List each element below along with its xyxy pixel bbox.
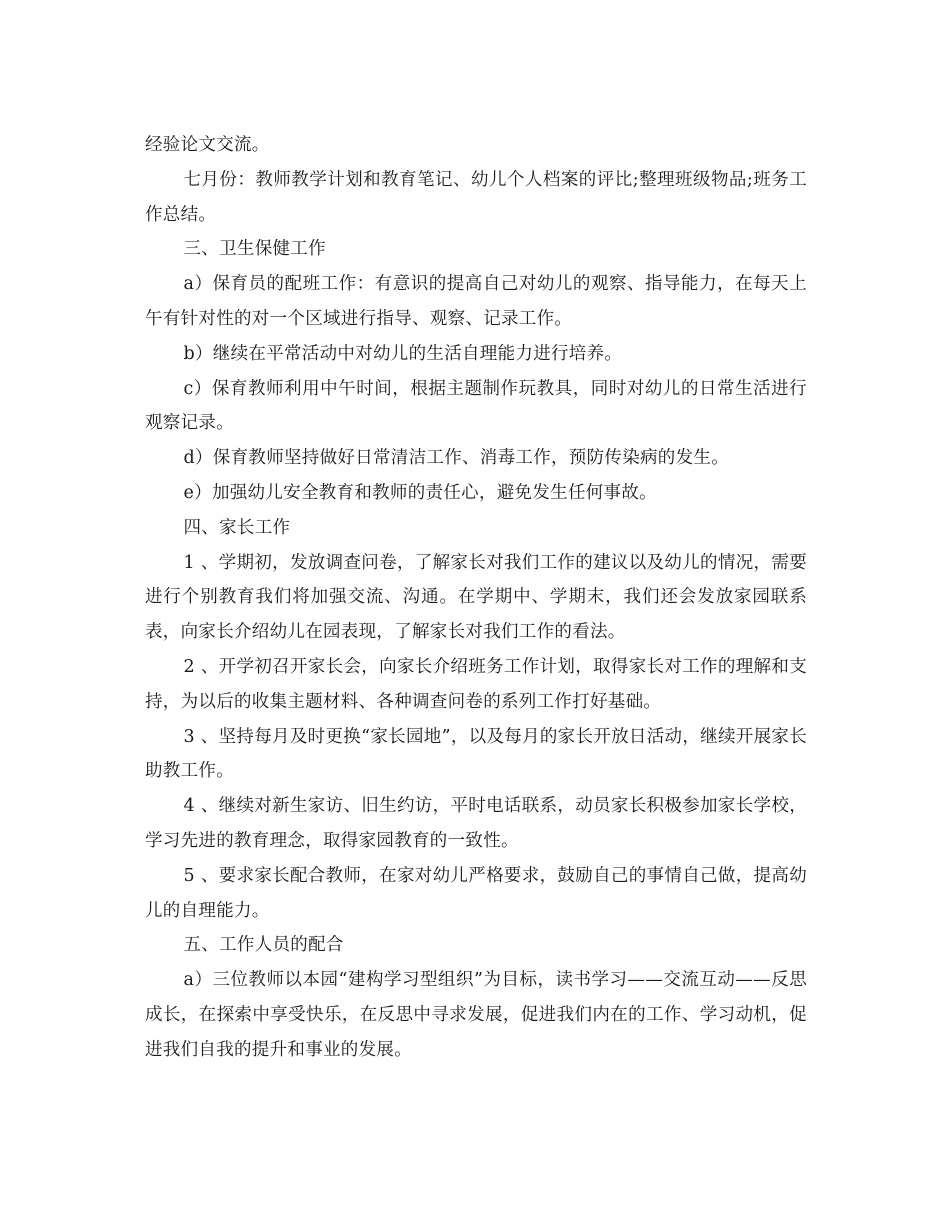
list-item-health-d: d）保育教师坚持做好日常清洁工作、消毒工作，预防传染病的发生。	[183, 448, 729, 469]
paragraph-july-plan: 七月份：教师教学计划和教育笔记、幼儿个人档案的评比;整理班级物品;班务工作总结。	[145, 169, 807, 225]
paragraph-continuation: 经验论文交流。	[145, 135, 270, 155]
section-heading-health-care: 三、卫生保健工作	[183, 239, 326, 260]
list-item-health-a: a）保育员的配班工作：有意识的提高自己对幼儿的观察、指导能力，在每天上午有针对性的对一个区域进行指导、观察、记录工作。	[145, 274, 807, 329]
list-item-parent-1: 1 、学期初，发放调查问卷，了解家长对我们工作的建议以及幼儿的情况，需要进行个别教育我们将加强交流、沟通。在学期中、学期末，我们还会发放家园联系表，向家长介绍幼儿在园表现，了解家长对我们工作的看法。	[145, 552, 807, 643]
section-heading-parent-work: 四、家长工作	[183, 517, 291, 538]
list-item-health-b: b）继续在平常活动中对幼儿的生活自理能力进行培养。	[183, 343, 623, 364]
list-item-staff-a: a）三位教师以本园“建构学习型组织”为目标，读书学习——交流互动——反思成长，在探索中享受快乐，在反思中寻求发展，促进我们内在的工作、学习动机，促进我们自我的提升和事业的发展。	[145, 970, 807, 1060]
list-item-parent-3: 3 、坚持每月及时更换“家长园地”，以及每月的家长开放日活动，继续开展家长助教工作。	[145, 726, 807, 782]
list-item-health-e: e）加强幼儿安全教育和教师的责任心，避免发生任何事故。	[183, 482, 657, 503]
list-item-parent-2: 2 、开学初召开家长会，向家长介绍班务工作计划，取得家长对工作的理解和支持，为以后的收集主题材料、各种调查问卷的系列工作打好基础。	[145, 656, 807, 712]
list-item-parent-5: 5 、要求家长配合教师，在家对幼儿严格要求，鼓励自己的事情自己做，提高幼儿的自理能力。	[145, 865, 807, 921]
list-item-health-c: c）保育教师利用中午时间，根据主题制作玩教具，同时对幼儿的日常生活进行观察记录。	[145, 378, 807, 434]
section-heading-staff-cooperation: 五、工作人员的配合	[183, 935, 344, 956]
list-item-parent-4: 4 、继续对新生家访、旧生约访，平时电话联系，动员家长积极参加家长学校，学习先进的教育理念，取得家园教育的一致性。	[145, 796, 807, 851]
document-body	[145, 128, 807, 1068]
